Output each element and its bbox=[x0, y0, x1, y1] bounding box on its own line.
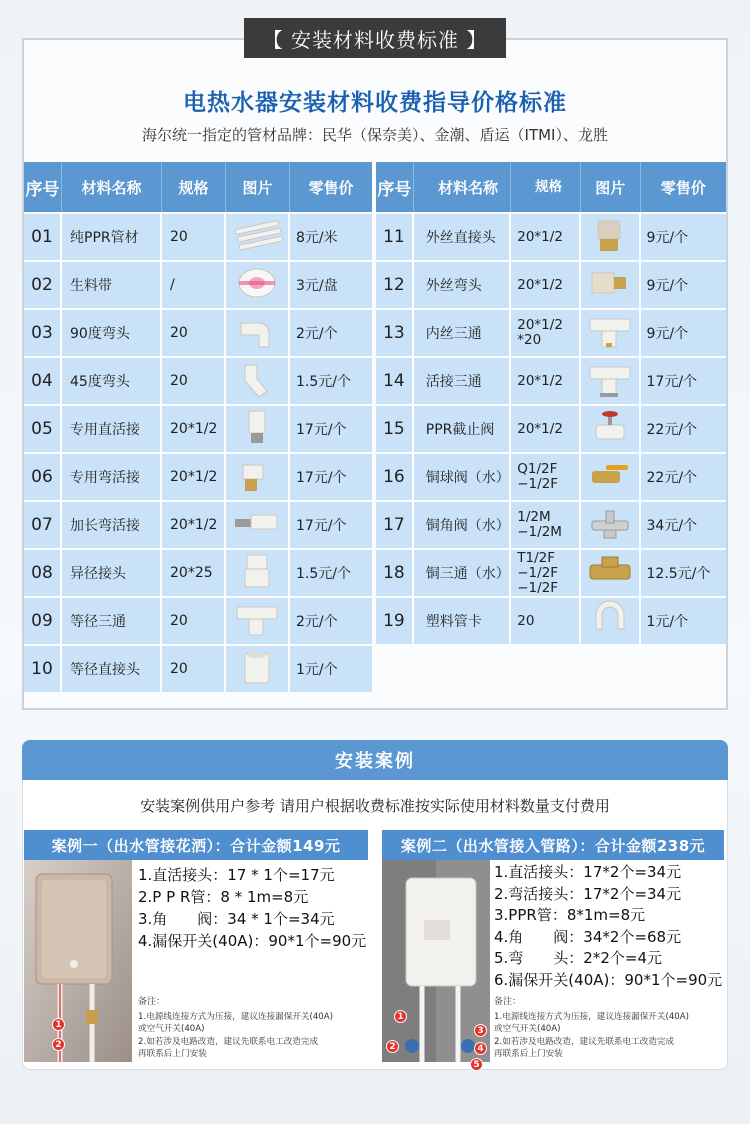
union-tee-icon bbox=[584, 359, 636, 403]
item-name: 纯PPR管材 bbox=[62, 214, 162, 260]
price-table-right bbox=[376, 162, 726, 644]
item-image bbox=[226, 550, 290, 596]
marker-badge-4: 4 bbox=[474, 1042, 487, 1055]
table-row bbox=[376, 550, 726, 596]
item-number: 16 bbox=[376, 454, 414, 500]
cost-line: 4.角 阀：34*2个=68元 bbox=[494, 927, 682, 946]
item-price: 34元/个 bbox=[646, 518, 698, 534]
table-row bbox=[24, 454, 372, 500]
cost-line: 2.弯活接头：17*2个=34元 bbox=[494, 884, 682, 903]
item-spec: 20 bbox=[162, 310, 226, 356]
item-price: 2元/个 bbox=[296, 614, 338, 630]
elbow-90-icon bbox=[231, 311, 283, 355]
stop-valve-icon bbox=[584, 407, 636, 451]
header-no: 序号 bbox=[376, 162, 414, 212]
item-price: 9元/个 bbox=[646, 278, 689, 294]
item-image bbox=[226, 214, 290, 260]
item-spec: 20 bbox=[162, 598, 226, 644]
header-price: 零售价 bbox=[308, 178, 354, 197]
item-image bbox=[581, 454, 641, 500]
marker-badge-2: 2 bbox=[52, 1038, 65, 1051]
item-spec: 20*1/2 bbox=[162, 454, 226, 500]
item-price: 2元/个 bbox=[296, 326, 338, 342]
remark-line: 2.如若涉及电路改造，建议先联系电工改造完成 bbox=[494, 1036, 675, 1047]
item-image bbox=[581, 214, 641, 260]
item-spec: 20 bbox=[162, 214, 226, 260]
item-image bbox=[226, 454, 290, 500]
male-coupling-icon bbox=[584, 215, 636, 259]
header-spec: 规格 bbox=[511, 162, 581, 212]
item-price: 1.5元/个 bbox=[296, 374, 351, 390]
page-title: 电热水器安装材料收费指导价格标准 bbox=[183, 90, 567, 116]
cost-line: 3.角 阀：34 * 1个=34元 bbox=[138, 910, 335, 928]
item-number: 17 bbox=[376, 502, 414, 548]
cost-line: 2.P P R管：8 * 1m=8元 bbox=[138, 888, 309, 906]
item-name: 内丝三通 bbox=[414, 310, 511, 356]
item-image bbox=[226, 358, 290, 404]
table-row bbox=[376, 358, 726, 404]
item-number: 18 bbox=[376, 550, 414, 596]
table-row bbox=[24, 406, 372, 452]
item-image bbox=[581, 262, 641, 308]
table-row bbox=[24, 358, 372, 404]
case-card-1 bbox=[24, 830, 368, 1062]
remark-line: 1.电源线连接方式为压接，建议连接漏保开关(40A) bbox=[494, 1011, 690, 1022]
item-name: 等径三通 bbox=[62, 598, 162, 644]
remark-head: 备注： bbox=[138, 997, 166, 1007]
item-number: 13 bbox=[376, 310, 414, 356]
table-header-row bbox=[376, 162, 726, 212]
male-elbow-icon bbox=[584, 263, 636, 307]
item-spec: T1/2F −1/2F −1/2F bbox=[511, 550, 581, 596]
item-image bbox=[581, 502, 641, 548]
case-1-cost-list bbox=[138, 864, 366, 952]
item-spec: 20*1/2 bbox=[511, 262, 581, 308]
pipe-clip-icon bbox=[584, 599, 636, 643]
item-price: 8元/米 bbox=[296, 230, 338, 246]
item-number: 19 bbox=[376, 598, 414, 644]
item-name: 铜角阀（水） bbox=[414, 502, 511, 548]
item-number: 12 bbox=[376, 262, 414, 308]
item-spec: 20*1/2 bbox=[511, 358, 581, 404]
table-row bbox=[24, 214, 372, 260]
item-name: 外丝弯头 bbox=[414, 262, 511, 308]
table-row bbox=[24, 646, 372, 692]
table-row bbox=[376, 214, 726, 260]
item-price: 22元/个 bbox=[646, 422, 698, 438]
table-row bbox=[376, 262, 726, 308]
water-heater-photo-2 bbox=[382, 860, 490, 1070]
table-row bbox=[24, 502, 372, 548]
remark-line: 再联系后上门安装 bbox=[138, 1049, 207, 1059]
cost-line: 1.直活接头：17 * 1个=17元 bbox=[138, 866, 335, 884]
remark-line: 2.如若涉及电路改造，建议先联系电工改造完成 bbox=[138, 1036, 319, 1047]
item-price: 17元/个 bbox=[296, 470, 347, 486]
item-spec: 20*25 bbox=[162, 550, 226, 596]
item-image bbox=[581, 358, 641, 404]
item-price: 9元/个 bbox=[646, 230, 689, 246]
case-2-remark bbox=[494, 996, 689, 1061]
item-price: 17元/个 bbox=[646, 374, 698, 390]
long-elbow-union-icon bbox=[231, 503, 283, 547]
item-name: 塑料管卡 bbox=[414, 598, 511, 644]
item-number: 06 bbox=[24, 454, 62, 500]
remark-head: 备注： bbox=[494, 997, 522, 1007]
table-row bbox=[24, 310, 372, 356]
item-price: 12.5元/个 bbox=[646, 566, 711, 582]
cost-line: 6.漏保开关(40A)：90*1个=90元 bbox=[494, 970, 723, 989]
item-spec: 20*1/2 bbox=[162, 406, 226, 452]
item-name: 专用弯活接 bbox=[62, 454, 162, 500]
equal-tee-icon bbox=[231, 599, 283, 643]
item-name: 外丝直接头 bbox=[414, 214, 511, 260]
cost-line: 5.弯 头：2*2个=4元 bbox=[494, 949, 663, 968]
item-name: 等径直接头 bbox=[62, 646, 162, 692]
item-name: PPR截止阀 bbox=[414, 406, 511, 452]
marker-badge-2: 2 bbox=[386, 1040, 399, 1053]
case-section-header: 安装案例 bbox=[22, 740, 728, 780]
cost-line: 3.PPR管：8*1m=8元 bbox=[494, 906, 646, 925]
water-heater-photo-1 bbox=[24, 860, 132, 1062]
header-image: 图片 bbox=[226, 162, 290, 212]
case-1-title: 案例一（出水管接花洒）：合计金额149元 bbox=[24, 830, 368, 860]
item-name: 铜三通（水） bbox=[414, 550, 511, 596]
item-price: 22元/个 bbox=[646, 470, 698, 486]
item-image bbox=[226, 598, 290, 644]
item-name: 异径接头 bbox=[62, 550, 162, 596]
header-spec: 规格 bbox=[162, 162, 226, 212]
item-spec: 20 bbox=[162, 358, 226, 404]
table-row bbox=[24, 550, 372, 596]
table-row bbox=[376, 598, 726, 644]
marker-badge-1: 1 bbox=[394, 1010, 407, 1023]
item-number: 07 bbox=[24, 502, 62, 548]
brand-note: 海尔统一指定的管材品牌：民华（保奈美）、金潮、盾运（ITMI）、龙胜 bbox=[142, 126, 608, 144]
item-number: 11 bbox=[376, 214, 414, 260]
item-image bbox=[226, 262, 290, 308]
item-number: 08 bbox=[24, 550, 62, 596]
case-2-cost-list bbox=[494, 862, 722, 992]
item-image bbox=[226, 646, 290, 692]
item-spec: 20*1/2 *20 bbox=[511, 310, 581, 356]
cost-line: 4.漏保开关(40A)：90*1个=90元 bbox=[138, 932, 367, 950]
item-price: 9元/个 bbox=[646, 326, 689, 342]
marker-badge-3: 3 bbox=[474, 1024, 487, 1037]
female-tee-icon bbox=[584, 311, 636, 355]
item-name: 90度弯头 bbox=[62, 310, 162, 356]
item-price: 17元/个 bbox=[296, 518, 347, 534]
case-1-body bbox=[24, 860, 368, 1062]
case-1-remark bbox=[138, 996, 333, 1061]
header-name: 材料名称 bbox=[62, 162, 162, 212]
elbow-union-icon bbox=[231, 455, 283, 499]
remark-line: 或空气开关(40A) bbox=[138, 1024, 205, 1034]
pipe-icon bbox=[231, 215, 283, 259]
item-image bbox=[581, 550, 641, 596]
ball-valve-icon bbox=[584, 455, 636, 499]
header-image: 图片 bbox=[581, 162, 641, 212]
case-2-body bbox=[382, 860, 724, 1070]
item-name: 加长弯活接 bbox=[62, 502, 162, 548]
brass-tee-icon bbox=[584, 551, 636, 595]
price-table-left bbox=[24, 162, 372, 692]
item-image bbox=[581, 310, 641, 356]
cost-line: 1.直活接头：17*2个=34元 bbox=[494, 863, 682, 881]
item-image bbox=[581, 406, 641, 452]
table-row bbox=[24, 262, 372, 308]
item-price: 1.5元/个 bbox=[296, 566, 351, 582]
item-name: 活接三通 bbox=[414, 358, 511, 404]
item-number: 10 bbox=[24, 646, 62, 692]
item-price: 17元/个 bbox=[296, 422, 347, 438]
remark-line: 1.电源线连接方式为压接，建议连接漏保开关(40A) bbox=[138, 1011, 334, 1022]
item-price: 3元/盘 bbox=[296, 278, 338, 294]
item-name: 生料带 bbox=[62, 262, 162, 308]
item-price: 1元/个 bbox=[296, 662, 338, 678]
table-row bbox=[24, 598, 372, 644]
remark-line: 再联系后上门安装 bbox=[494, 1049, 563, 1059]
header-no: 序号 bbox=[24, 162, 62, 212]
item-number: 14 bbox=[376, 358, 414, 404]
item-image bbox=[226, 310, 290, 356]
item-spec: / bbox=[162, 262, 226, 308]
item-number: 03 bbox=[24, 310, 62, 356]
header-name: 材料名称 bbox=[414, 162, 511, 212]
marker-badge-5: 5 bbox=[470, 1058, 483, 1071]
coupling-icon bbox=[231, 647, 283, 691]
case-note: 安装案例供用户参考 请用户根据收费标准按实际使用材料数量支付费用 bbox=[140, 797, 610, 815]
item-spec: 1/2M −1/2M bbox=[511, 502, 581, 548]
table-row bbox=[376, 406, 726, 452]
item-spec: 20*1/2 bbox=[511, 406, 581, 452]
item-spec: 20 bbox=[162, 646, 226, 692]
table-row bbox=[376, 310, 726, 356]
remark-line: 或空气开关(40A) bbox=[494, 1024, 561, 1034]
item-spec: 20*1/2 bbox=[162, 502, 226, 548]
case-2-title: 案例二（出水管接入管路）：合计金额238元 bbox=[382, 830, 724, 860]
header-price: 零售价 bbox=[660, 178, 706, 197]
item-number: 02 bbox=[24, 262, 62, 308]
item-name: 45度弯头 bbox=[62, 358, 162, 404]
item-spec: 20 bbox=[511, 598, 581, 644]
table-row bbox=[376, 454, 726, 500]
item-image bbox=[226, 502, 290, 548]
item-image bbox=[226, 406, 290, 452]
table-header-row bbox=[24, 162, 372, 212]
reducer-icon bbox=[231, 551, 283, 595]
item-number: 15 bbox=[376, 406, 414, 452]
item-spec: Q1/2F −1/2F bbox=[511, 454, 581, 500]
item-number: 05 bbox=[24, 406, 62, 452]
item-number: 09 bbox=[24, 598, 62, 644]
angle-valve-icon bbox=[584, 503, 636, 547]
item-spec: 20*1/2 bbox=[511, 214, 581, 260]
tape-roll-icon bbox=[231, 263, 283, 307]
elbow-45-icon bbox=[231, 359, 283, 403]
item-price: 1元/个 bbox=[646, 614, 689, 630]
item-image bbox=[581, 598, 641, 644]
straight-union-icon bbox=[231, 407, 283, 451]
case-card-2 bbox=[382, 830, 724, 1070]
item-number: 04 bbox=[24, 358, 62, 404]
section-title-tab: 【 安装材料收费标准 】 bbox=[244, 18, 506, 58]
marker-badge-1: 1 bbox=[52, 1018, 65, 1031]
item-number: 01 bbox=[24, 214, 62, 260]
table-row bbox=[376, 502, 726, 548]
item-name: 专用直活接 bbox=[62, 406, 162, 452]
item-name: 铜球阀（水） bbox=[414, 454, 511, 500]
